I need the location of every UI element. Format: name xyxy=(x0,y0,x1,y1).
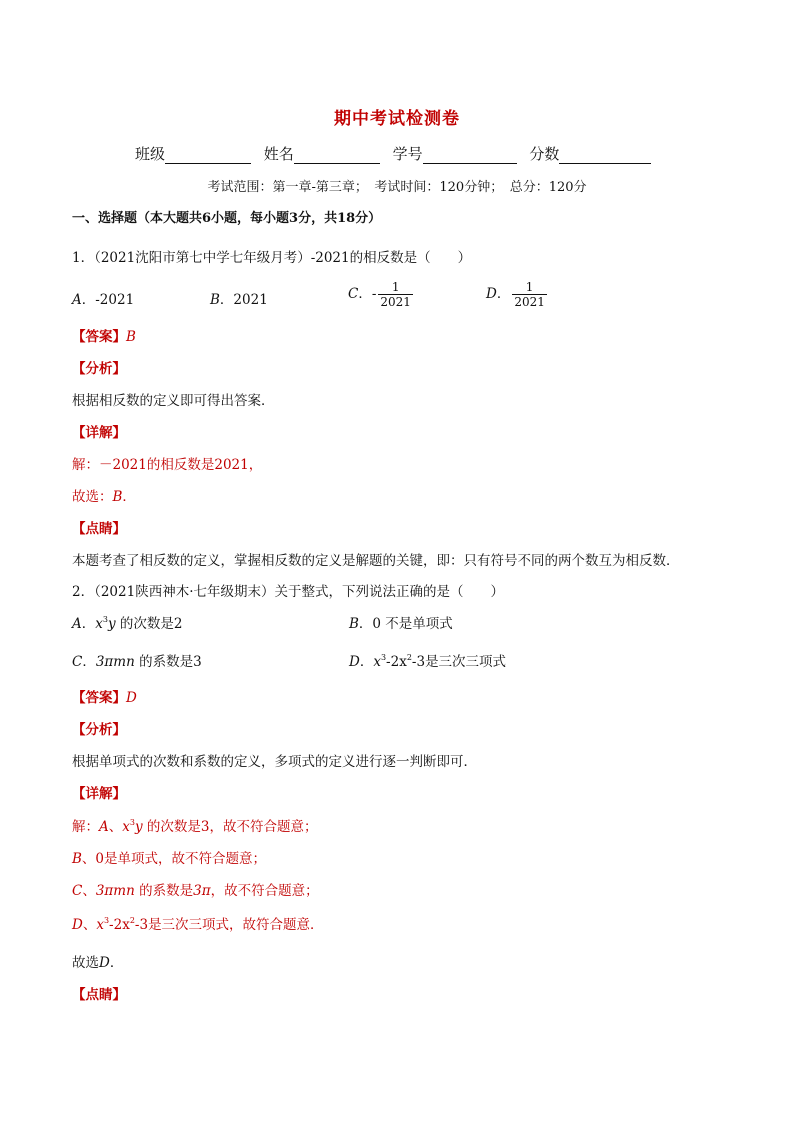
q1-option-c-denominator: 2021 xyxy=(380,295,411,309)
q1-option-c-fraction xyxy=(378,280,413,309)
q2-detail-b-text: 、0是单项式，故不符合题意； xyxy=(81,851,267,867)
q1-option-b xyxy=(210,288,268,308)
q1-option-c-label: C xyxy=(348,286,359,302)
q2-option-d-exp1: 3 xyxy=(380,653,387,662)
q2-detail-c xyxy=(72,879,319,899)
q2-detail-d-x: x xyxy=(96,917,104,933)
q2-option-d-mid: -2x xyxy=(386,654,407,670)
q1-option-d xyxy=(486,280,547,309)
q2-conclusion-prefix: 故选 xyxy=(72,955,99,971)
q2-detail-c-val: 3π xyxy=(193,883,211,899)
q2-option-b-label: B xyxy=(349,616,359,632)
q2-answer-value: D xyxy=(126,690,137,706)
q1-option-c-numerator: 1 xyxy=(391,280,400,294)
score-blank[interactable] xyxy=(559,147,651,164)
q2-detail-c-label: C xyxy=(72,883,83,899)
q1-analysis-text: 根据相反数的定义即可得出答案． xyxy=(72,393,275,409)
q1-comment-text: 本题考查了相反数的定义，掌握相反数的定义是解题的关键，即：只有符号不同的两个数互为相反数． xyxy=(72,553,680,569)
class-blank[interactable] xyxy=(165,147,251,164)
header-fields xyxy=(135,143,659,164)
q2-option-a-label: A xyxy=(72,616,82,632)
q1-option-c xyxy=(348,280,413,309)
class-label: 班级 xyxy=(135,145,166,163)
q2-detail-d xyxy=(72,913,324,933)
q1-comment-tag: 【点睛】 xyxy=(72,521,126,537)
q1-option-d-prefix: ． xyxy=(496,286,511,302)
q2-conclusion-suffix: ． xyxy=(109,955,124,971)
q2-stem: 2．（2021陕西神木·七年级期末）关于整式，下列说法正确的是（ ） xyxy=(72,584,504,600)
q1-detail-tag: 【详解】 xyxy=(72,425,126,441)
q2-detail-d-sep: 、 xyxy=(82,917,97,933)
q2-option-a-dot: ． xyxy=(81,616,96,632)
q1-option-a-label: A xyxy=(72,292,82,308)
q1-option-c-prefix: ．- xyxy=(358,286,377,302)
q2-detail-c-sep: 、 xyxy=(82,883,96,899)
q2-detail-a xyxy=(72,815,318,835)
q1-detail-line2-suffix: ． xyxy=(122,489,136,505)
q2-answer xyxy=(72,686,137,706)
q2-detail-a-exp: 3 xyxy=(129,818,135,827)
q1-option-b-text: ．2021 xyxy=(219,292,268,308)
q1-analysis-tag: 【分析】 xyxy=(72,361,126,377)
q2-option-a-y: y xyxy=(107,616,116,632)
section-title: 一、选择题（本大题共6小题，每小题3分，共18分） xyxy=(72,211,382,226)
q2-conclusion-value: D xyxy=(99,955,110,971)
q2-detail-a-y: y xyxy=(134,819,143,835)
q2-option-a-exp: 3 xyxy=(102,615,108,624)
q1-option-a xyxy=(72,288,134,308)
name-label: 姓名 xyxy=(263,145,294,163)
q1-detail-line1: 解：－2021的相反数是2021， xyxy=(72,457,263,473)
q2-detail-b-label: B xyxy=(72,851,82,867)
q2-option-d-text: 是三次三项式 xyxy=(425,654,507,670)
q2-detail-c-text1: 的系数是 xyxy=(134,883,194,899)
q2-option-d xyxy=(349,650,506,670)
q2-option-d-exp2: 2 xyxy=(406,653,412,662)
q1-answer-tag: 【答案】 xyxy=(72,329,126,345)
q2-detail-a-prefix: 解： xyxy=(72,819,99,835)
q2-option-c-label: C xyxy=(72,654,83,670)
q1-option-d-numerator: 1 xyxy=(525,280,534,294)
q2-detail-d-mid: -2x xyxy=(109,917,130,933)
q2-option-d-label: D xyxy=(349,654,360,670)
q1-detail-line2 xyxy=(72,485,136,505)
q2-detail-a-label: A xyxy=(99,819,109,835)
q1-answer xyxy=(72,325,136,345)
exam-meta: 考试范围：第一章-第三章； 考试时间：120分钟； 总分：120分 xyxy=(207,180,587,195)
q1-detail-line2-prefix: 故选： xyxy=(72,489,113,505)
q2-detail-d-text: 是三次三项式，故符合题意． xyxy=(148,917,324,933)
name-blank[interactable] xyxy=(294,147,380,164)
q2-analysis-tag: 【分析】 xyxy=(72,722,126,738)
q2-conclusion xyxy=(72,951,123,971)
q2-option-c xyxy=(72,650,202,670)
q2-detail-c-expr: 3πmn xyxy=(95,883,135,899)
q2-option-a-text: 的次数是2 xyxy=(115,616,183,632)
q2-answer-tag: 【答案】 xyxy=(72,690,126,706)
q2-option-d-tail: -3 xyxy=(411,654,426,670)
q2-detail-b xyxy=(72,847,266,867)
q2-analysis-text: 根据单项式的次数和系数的定义，多项式的定义进行逐一判断即可． xyxy=(72,754,477,770)
q2-option-b-text: ．0 不是单项式 xyxy=(358,616,453,632)
q2-detail-c-text2: ，故不符合题意； xyxy=(210,883,319,899)
q2-option-c-dot: ． xyxy=(82,654,96,670)
q1-option-b-label: B xyxy=(210,292,220,308)
q2-detail-a-x: x xyxy=(122,819,130,835)
q2-detail-tag: 【详解】 xyxy=(72,786,126,802)
q1-stem: 1．（2021沈阳市第七中学七年级月考）-2021的相反数是（ ） xyxy=(72,250,472,266)
q2-comment-tag: 【点睛】 xyxy=(72,987,126,1003)
q2-option-c-text: 的系数是3 xyxy=(134,654,202,670)
q2-option-c-expr: 3πmn xyxy=(95,654,135,670)
q2-detail-a-sep: 、 xyxy=(108,819,123,835)
q1-option-a-text: ．-2021 xyxy=(81,292,135,308)
q2-option-b xyxy=(349,612,453,632)
student-no-blank[interactable] xyxy=(423,147,517,164)
q1-option-d-label: D xyxy=(486,286,497,302)
q2-detail-d-exp2: 2 xyxy=(129,916,135,925)
q2-option-d-x: x xyxy=(373,654,381,670)
q2-detail-d-label: D xyxy=(72,917,83,933)
student-no-label: 学号 xyxy=(392,145,423,163)
q2-detail-d-tail: -3 xyxy=(134,917,149,933)
q2-option-a-x: x xyxy=(95,616,103,632)
q2-option-d-dot: ． xyxy=(359,654,374,670)
q1-option-d-denominator: 2021 xyxy=(514,295,545,309)
page-title: 期中考试检测卷 xyxy=(334,109,460,129)
q2-detail-a-text: 的次数是3，故不符合题意； xyxy=(142,819,318,835)
q1-option-d-fraction xyxy=(512,280,547,309)
score-label: 分数 xyxy=(529,145,560,163)
q2-option-a xyxy=(72,612,183,632)
q1-detail-line2-value: B xyxy=(112,489,123,505)
q1-answer-value: B xyxy=(126,329,136,345)
q2-detail-d-exp1: 3 xyxy=(103,916,110,925)
